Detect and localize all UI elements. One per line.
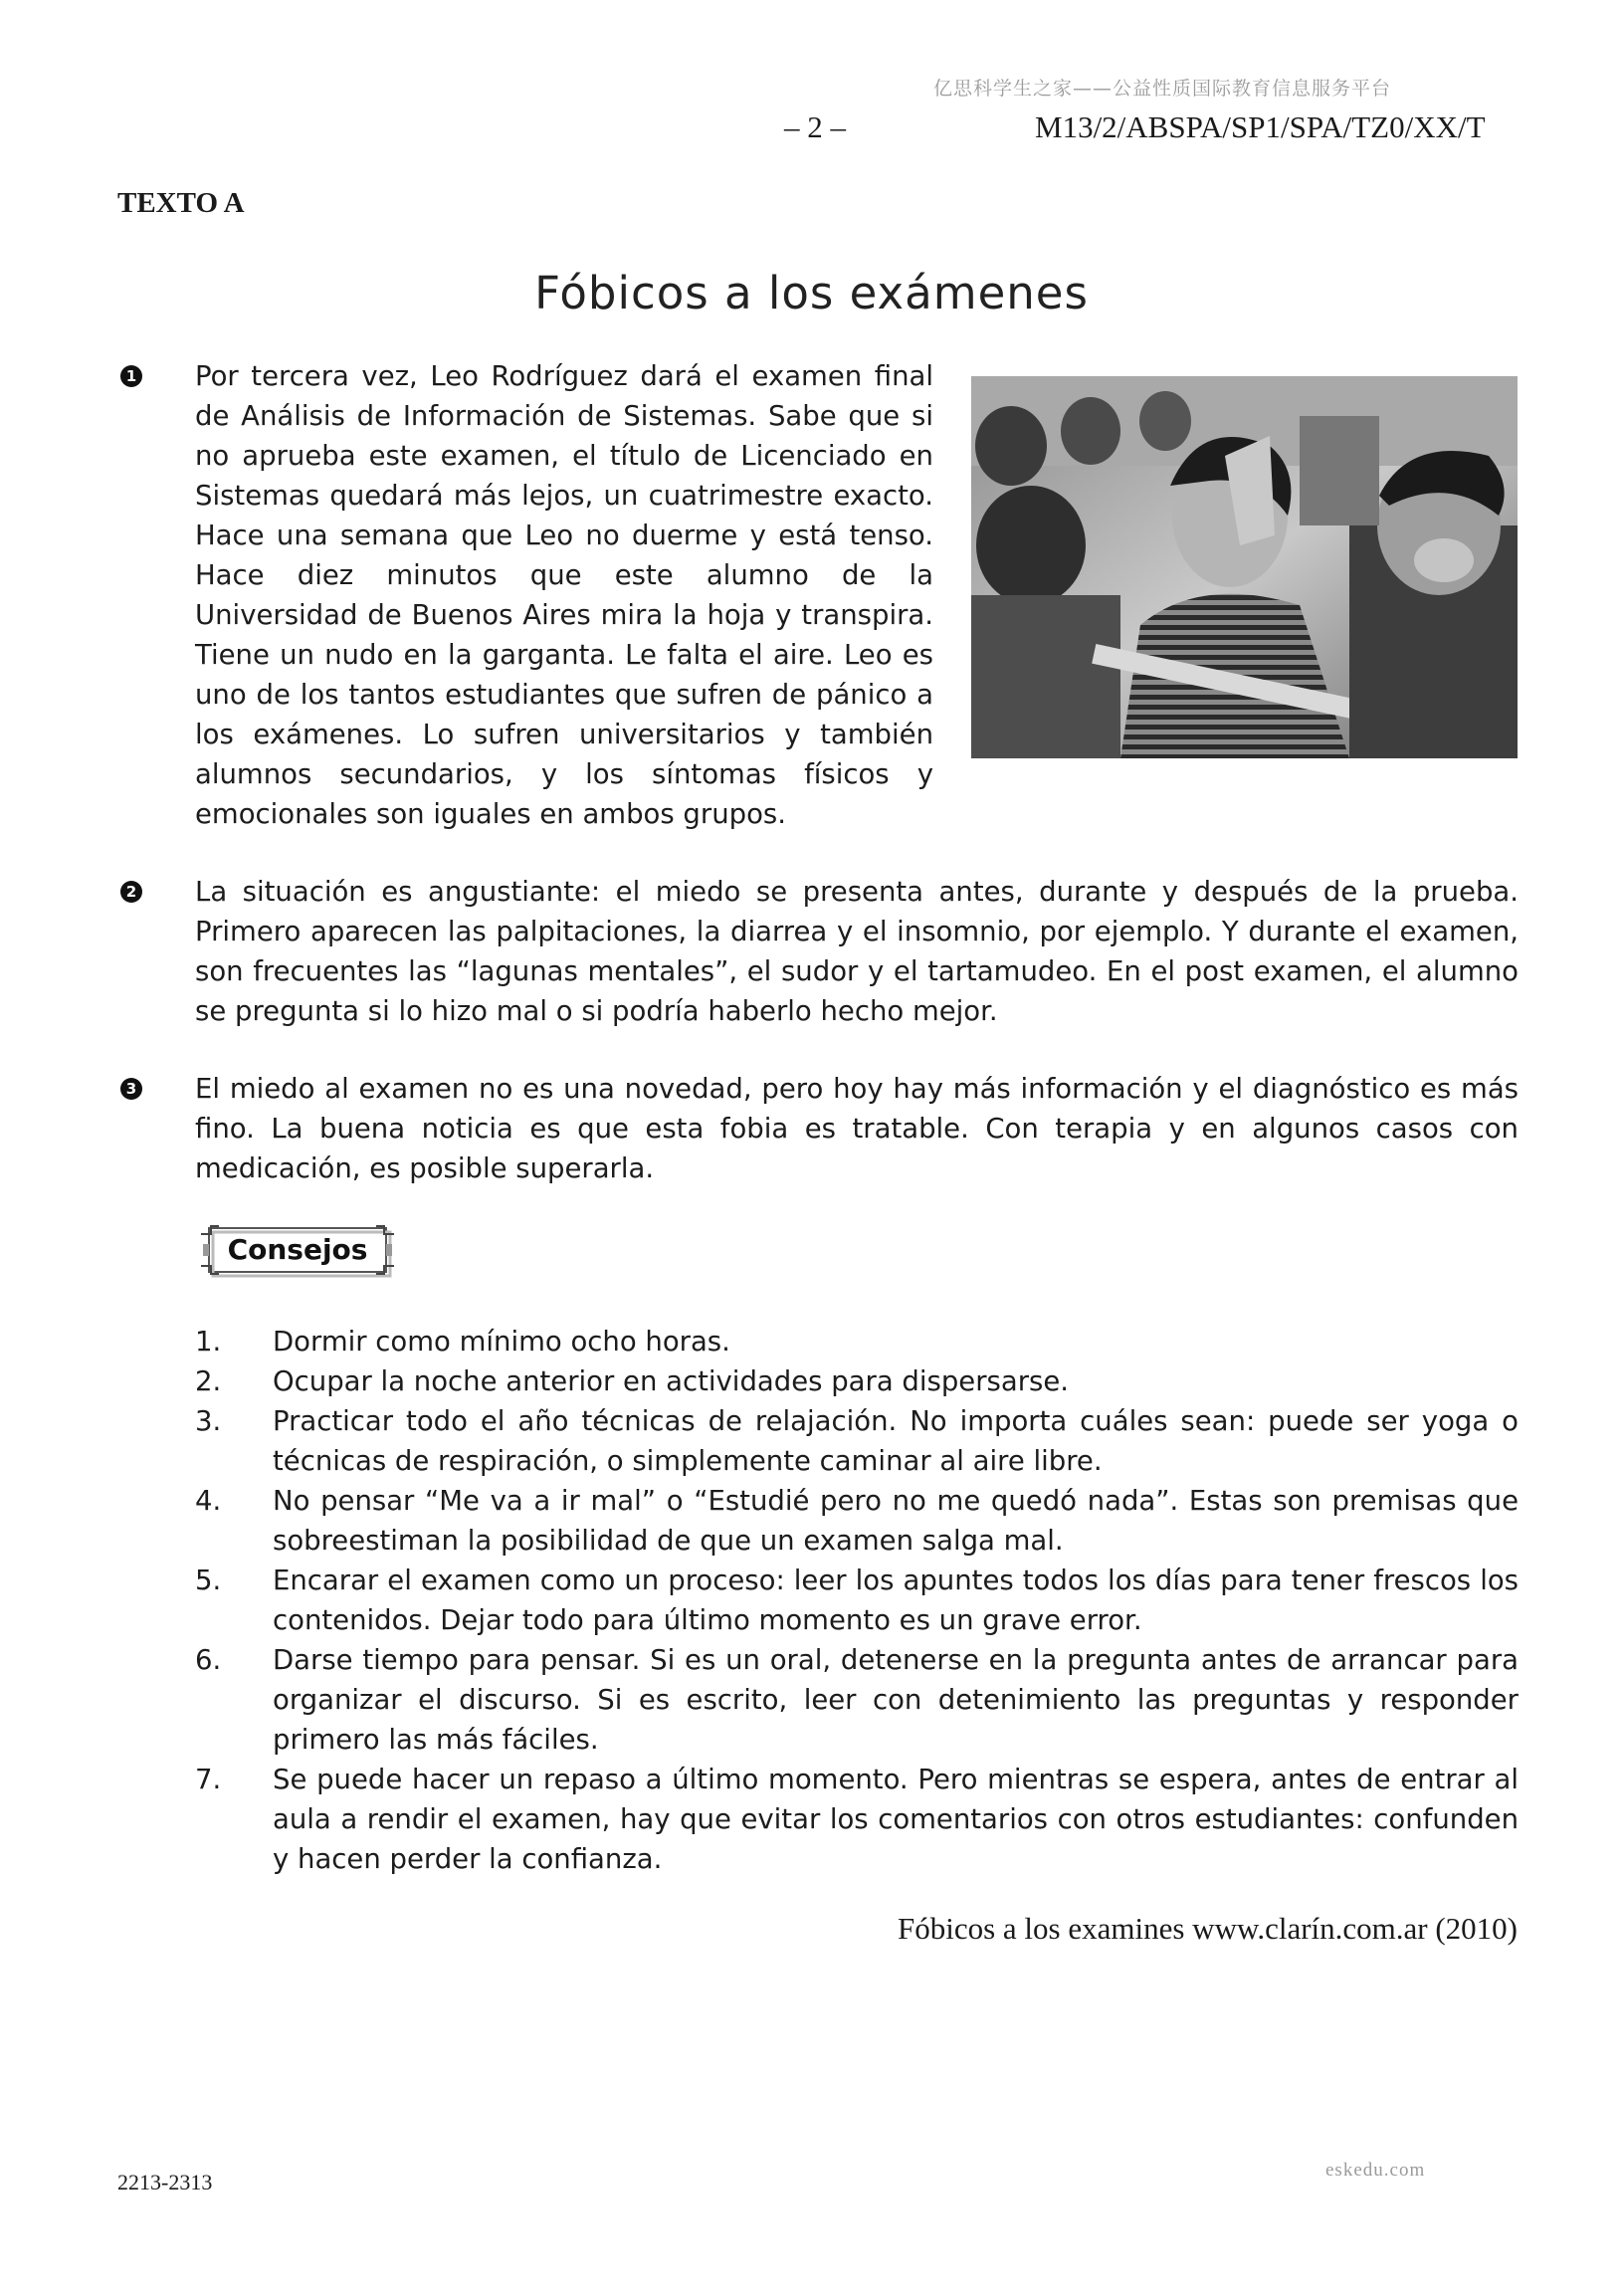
list-number: 4. bbox=[195, 1485, 222, 1517]
paragraph-3: El miedo al examen no es una novedad, pero hoy hay más información y el diagnóstico es más fino. La buena noticia es que esta fobia es tratable. Con terapia y en algunos casos con medicación, es posible superarla. bbox=[195, 1073, 1519, 1184]
students-exam-photo bbox=[971, 376, 1518, 758]
list-number: 5. bbox=[195, 1565, 222, 1596]
list-text: Practicar todo el año técnicas de relajación. No importa cuáles sean: puede ser yoga o técnicas de respiración, o simplemente caminar al aire libre. bbox=[273, 1405, 1519, 1477]
paragraph-1: Por tercera vez, Leo Rodríguez dará el examen final de Análisis de Información de Sistemas. Sabe que si no aprueba este examen, el título de Licenciado en Sistemas quedará más lejos, un cuatrimestre exacto. Hace una semana que Leo no duerme y está tenso. Hace diez minutos que este alumno de la Universidad de Buenos Aires mira la hoja y transpira. Tiene un nudo en la garganta. Le falta el aire. Leo es uno de los tantos estudiantes que sufren de pánico a los exámenes. Lo sufren universitarios y también alumnos secundarios, y los síntomas físicos y emocionales son iguales en ambos grupos. bbox=[195, 360, 933, 830]
list-number: 1. bbox=[195, 1326, 222, 1357]
paragraph-marker-3: 3 bbox=[120, 1078, 142, 1100]
list-number: 3. bbox=[195, 1405, 222, 1437]
footer-watermark: eskedu.com bbox=[1325, 2160, 1426, 2181]
list-text: Dormir como mínimo ocho horas. bbox=[273, 1326, 730, 1357]
list-item bbox=[195, 1401, 1519, 1481]
consejos-banner bbox=[199, 1222, 396, 1278]
list-item bbox=[195, 1481, 1519, 1561]
paragraph-2: La situación es angustiante: el miedo se presenta antes, durante y después de la prueba. Primero aparecen las palpitaciones, la diarrea y el insomnio, por ejemplo. Y durante el examen, son frecuentes las “lagunas mentales”, el sudor y el tartamudeo. En el post examen, el alumno se pregunta si lo hizo mal o si podría haberlo hecho mejor. bbox=[195, 876, 1519, 1027]
list-item bbox=[195, 1561, 1519, 1640]
paragraph-marker-2: 2 bbox=[120, 881, 142, 903]
page-number: – 2 – bbox=[784, 109, 846, 144]
list-text: Ocupar la noche anterior en actividades para dispersarse. bbox=[273, 1365, 1069, 1397]
list-item bbox=[195, 1322, 1519, 1361]
exam-code: M13/2/ABSPA/SP1/SPA/TZ0/XX/T bbox=[1035, 109, 1486, 144]
source-citation: Fóbicos a los examines www.clarín.com.ar (2010) bbox=[898, 1911, 1518, 1946]
list-text: Darse tiempo para pensar. Si es un oral, detenerse en la pregunta antes de arrancar para organizar el discurso. Si es escrito, leer con detenimiento las preguntas y responder primero las más fáciles. bbox=[273, 1644, 1519, 1756]
list-number: 2. bbox=[195, 1365, 222, 1397]
list-item bbox=[195, 1760, 1519, 1879]
section-title: TEXTO A bbox=[117, 187, 245, 219]
consejos-label: Consejos bbox=[227, 1233, 368, 1266]
footer-code: 2213-2313 bbox=[117, 2170, 213, 2194]
list-text: Encarar el examen como un proceso: leer los apuntes todos los días para tener frescos los contenidos. Dejar todo para último momento es un grave error. bbox=[273, 1565, 1519, 1636]
paragraph-marker-1: 1 bbox=[120, 365, 142, 387]
list-item bbox=[195, 1640, 1519, 1760]
list-number: 6. bbox=[195, 1644, 222, 1676]
article-title: Fóbicos a los exámenes bbox=[534, 267, 1089, 319]
list-text: Se puede hacer un repaso a último momento. Pero mientras se espera, antes de entrar al aula a rendir el examen, hay que evitar los comentarios con otros estudiantes: confunden y hacen perder la confianza. bbox=[273, 1764, 1519, 1875]
header-watermark: 亿思科学生之家——公益性质国际教育信息服务平台 bbox=[933, 78, 1392, 100]
list-text: No pensar “Me va a ir mal” o “Estudié pero no me quedó nada”. Estas son premisas que sobreestiman la posibilidad de que un examen salga mal. bbox=[273, 1485, 1519, 1557]
list-number: 7. bbox=[195, 1764, 222, 1795]
tips-list bbox=[195, 1322, 1519, 1879]
list-item bbox=[195, 1361, 1519, 1401]
